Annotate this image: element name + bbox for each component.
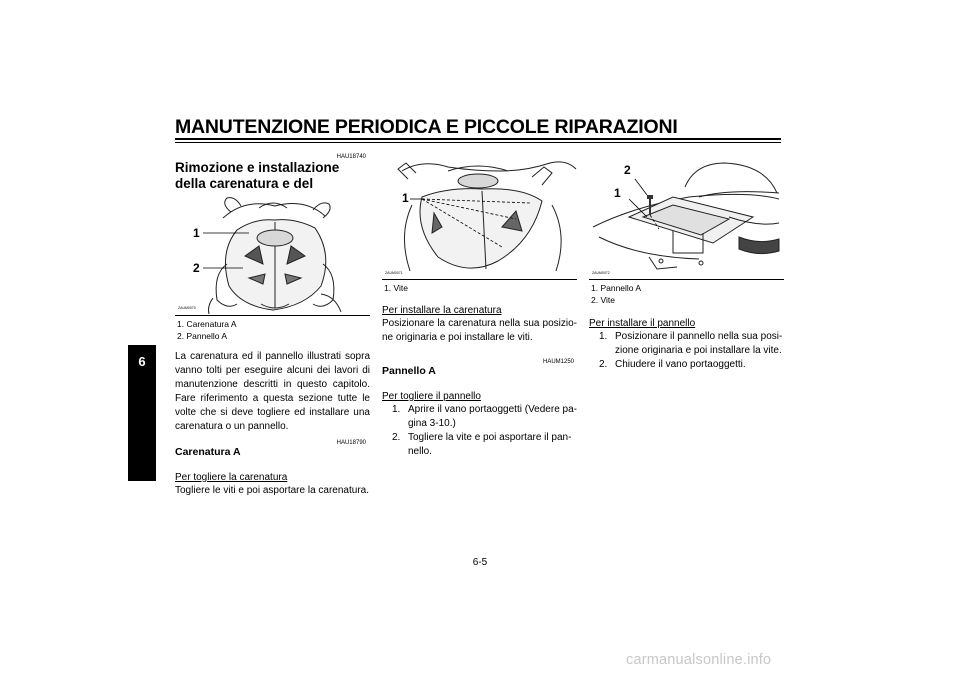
figure-callout-2: 2 bbox=[193, 261, 200, 275]
procedure-text: Togliere le viti e poi asportare la carenatura. bbox=[175, 485, 369, 496]
scooter-front-illustration bbox=[175, 194, 365, 316]
section-code: HAU18740 bbox=[336, 154, 366, 160]
step-number: 2. bbox=[599, 359, 608, 370]
step-text: Togliere la vite e poi asportare il pan-nello. bbox=[408, 432, 572, 457]
subsection-heading: Carenatura A bbox=[175, 446, 241, 458]
procedure-title: Per installare la carenatura bbox=[382, 305, 502, 316]
procedure-title: Per togliere la carenatura bbox=[175, 472, 288, 483]
figure-callout-1: 1 bbox=[614, 186, 621, 200]
section-heading: Rimozione e installazione della carenatura e del pannello bbox=[175, 160, 340, 207]
figure-code: ZAUM0072 bbox=[592, 271, 610, 275]
figure-code: ZAUM0071 bbox=[385, 271, 403, 275]
scooter-fairing-illustration bbox=[382, 157, 578, 277]
subsection-heading: Pannello A bbox=[382, 365, 436, 377]
caption-rule bbox=[175, 315, 370, 316]
section-code: HAUM1250 bbox=[542, 359, 574, 365]
figure-callout-2: 2 bbox=[624, 163, 631, 177]
step-text: Chiudere il vano portaoggetti. bbox=[615, 359, 746, 370]
storage-panel-illustration bbox=[589, 157, 784, 277]
procedure-step bbox=[392, 431, 578, 459]
watermark: carmanualsonline.info bbox=[626, 652, 772, 668]
figure-caption: 1. Pannello A bbox=[591, 283, 642, 293]
figure-caption: 1. Carenatura A bbox=[177, 319, 237, 329]
procedure-step bbox=[599, 330, 785, 358]
caption-rule bbox=[589, 279, 784, 280]
figure-caption: 2. Vite bbox=[591, 295, 615, 305]
procedure-text: Posizionare la carenatura nella sua posizio-ne originaria e poi installare le viti. bbox=[382, 318, 577, 343]
step-text: Posizionare il pannello nella sua posi-zione originaria e poi installare la vite. bbox=[615, 331, 783, 356]
step-number: 1. bbox=[599, 331, 608, 342]
header-rule-thin bbox=[175, 142, 781, 143]
intro-paragraph: La carenatura ed il pannello illustrati sopra vanno tolti per eseguire alcuni dei lavori di manutenzione descritti in questo capitolo. Fare riferimento a questa sezione tutte le volte che si deve togliere ed installare una carenatura o un pannello. bbox=[175, 351, 370, 432]
figure-callout-1: 1 bbox=[402, 191, 409, 205]
page-number: 6-5 bbox=[472, 557, 488, 568]
procedure-step bbox=[599, 358, 785, 372]
page-title: MANUTENZIONE PERIODICA E PICCOLE RIPARAZIONI bbox=[175, 116, 678, 138]
chapter-number: 6 bbox=[138, 354, 146, 369]
procedure-title: Per installare il pannello bbox=[589, 318, 696, 329]
figure-code: ZAUM0070 bbox=[178, 306, 196, 310]
section-code: HAU18790 bbox=[336, 440, 366, 446]
step-number: 2. bbox=[392, 432, 401, 443]
procedure-step bbox=[392, 403, 578, 431]
caption-rule bbox=[382, 279, 577, 280]
figure-caption: 1. Vite bbox=[384, 283, 408, 293]
procedure-title: Per togliere il pannello bbox=[382, 391, 481, 402]
figure-callout-1: 1 bbox=[193, 226, 200, 240]
header-rule-thick bbox=[175, 138, 781, 140]
step-number: 1. bbox=[392, 404, 401, 415]
figure-caption: 2. Pannello A bbox=[177, 331, 228, 341]
step-text: Aprire il vano portaoggetti (Vedere pa-gina 3-10.) bbox=[408, 404, 577, 429]
